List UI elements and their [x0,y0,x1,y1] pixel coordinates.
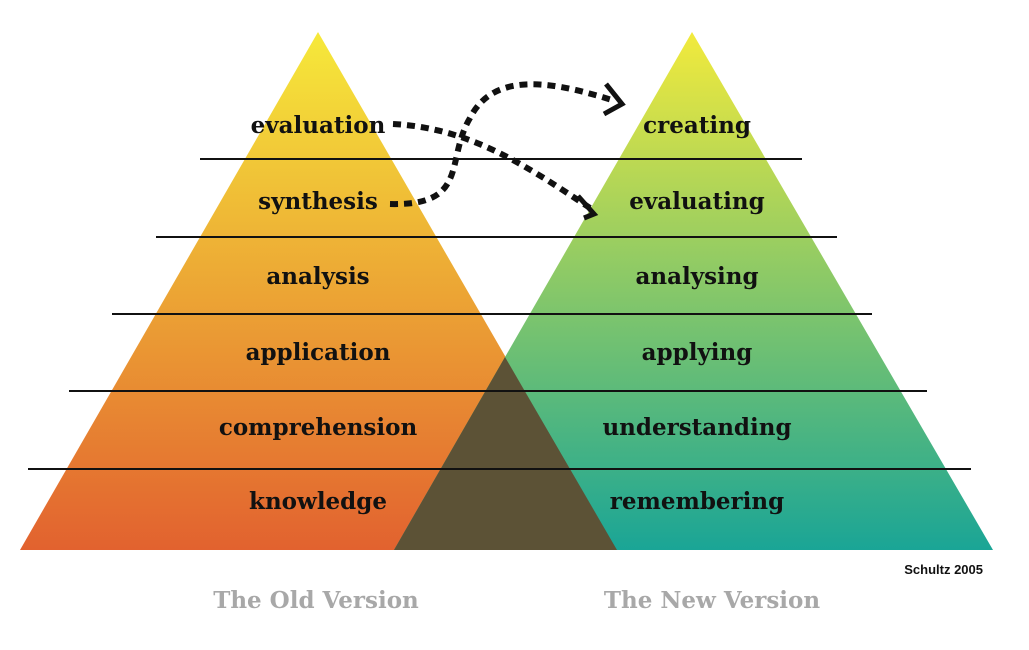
old-version-caption: The Old Version [213,587,419,614]
old-level-application: application [245,339,391,366]
new-level-evaluating: evaluating [629,188,765,215]
mapping-arrows [390,84,622,218]
arrow-evaluation-to-evaluating [393,124,590,208]
new-level-applying: applying [641,339,753,366]
credit-text: Schultz 2005 [904,562,983,577]
new-level-analysing: analysing [635,263,759,290]
new-level-understanding: understanding [602,414,792,441]
old-level-evaluation: evaluation [250,112,386,139]
old-level-analysis: analysis [266,263,370,290]
old-level-comprehension: comprehension [218,414,418,441]
new-level-remembering: remembering [609,488,785,515]
new-version-caption: The New Version [603,587,821,614]
arrow-synthesis-to-creating [390,84,612,204]
old-level-knowledge: knowledge [249,488,387,515]
old-level-synthesis: synthesis [258,188,378,215]
new-level-creating: creating [643,112,751,139]
